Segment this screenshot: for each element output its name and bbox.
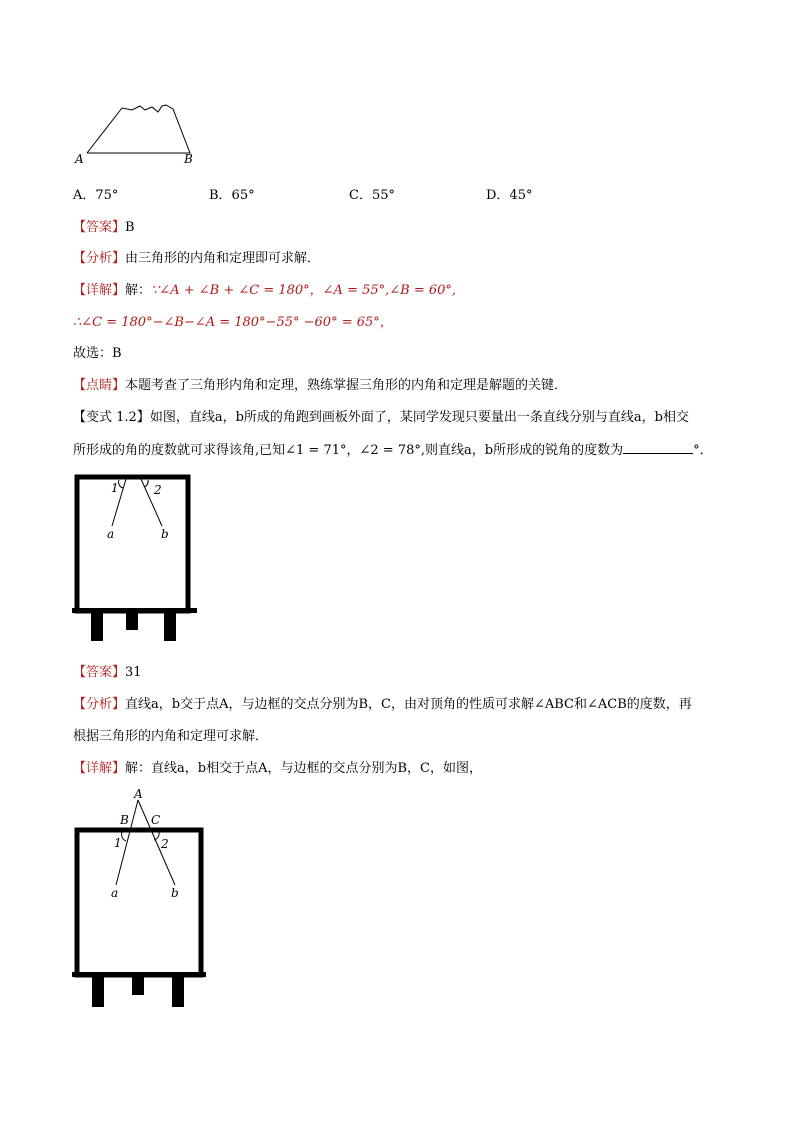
- point-a-label: A: [134, 787, 143, 801]
- choose-1: 故选：B: [73, 346, 122, 361]
- point-c-label: C: [151, 813, 161, 827]
- angle-1-label: 1: [111, 481, 119, 495]
- comment-1: 【点睛】本题考查了三角形内角和定理，熟练掌握三角形的内角和定理是解题的关键．: [73, 378, 568, 393]
- vertex-a-label: A: [75, 152, 84, 166]
- option-b[interactable]: B．65°: [209, 188, 255, 203]
- option-c[interactable]: C．55°: [349, 188, 395, 203]
- detail-1-eq2: ∴∠C = 180°−∠B−∠A = 180°−55° −60° = 65°，: [73, 315, 393, 330]
- analysis-2-l2: 根据三角形的内角和定理可求解．: [73, 729, 269, 744]
- answer-blank[interactable]: [623, 441, 693, 454]
- option-d[interactable]: D．45°: [486, 188, 533, 203]
- angle-1-label: 1: [114, 836, 122, 850]
- board-intersection-figure: [70, 785, 210, 1010]
- point-b-label: B: [120, 813, 129, 827]
- option-a[interactable]: A．75°: [73, 188, 119, 203]
- detail-1: 【详解】解：∵∠A + ∠B + ∠C = 180°，∠A = 55°,∠B = 60°,: [73, 283, 457, 298]
- line-b-label: b: [171, 886, 179, 900]
- question-2-line2: 所形成的角的度数就可求得该角,已知∠1 = 71°，∠2 = 78°,则直线a，b所形成的锐角的度数为 °．: [73, 443, 713, 458]
- line-b-label: b: [161, 527, 169, 541]
- vertex-b-label: B: [184, 152, 193, 166]
- detail-2: 【详解】解：直线a，b相交于点A，与边框的交点分别为B，C，如图，: [73, 761, 482, 776]
- line-a-label: a: [111, 886, 119, 900]
- analysis-1: 【分析】由三角形的内角和定理即可求解．: [73, 251, 321, 266]
- triangle-figure: [70, 100, 210, 170]
- angle-2-label: 2: [161, 837, 169, 851]
- answer-2: 【答案】31: [73, 665, 142, 680]
- answer-1: 【答案】B: [73, 220, 135, 235]
- analysis-2-l1: 【分析】直线a，b交于点A，与边框的交点分别为B，C，由对顶角的性质可求解∠ABC和∠ACB的度数，再: [73, 697, 692, 712]
- angle-2-label: 2: [154, 483, 162, 497]
- question-2-line1: 【变式 1.2】如图，直线a，b所成的角跑到画板外面了，某同学发现只要量出一条直线分别与直线a，b相交: [73, 410, 689, 425]
- line-a-label: a: [107, 527, 115, 541]
- board-figure: [70, 470, 200, 645]
